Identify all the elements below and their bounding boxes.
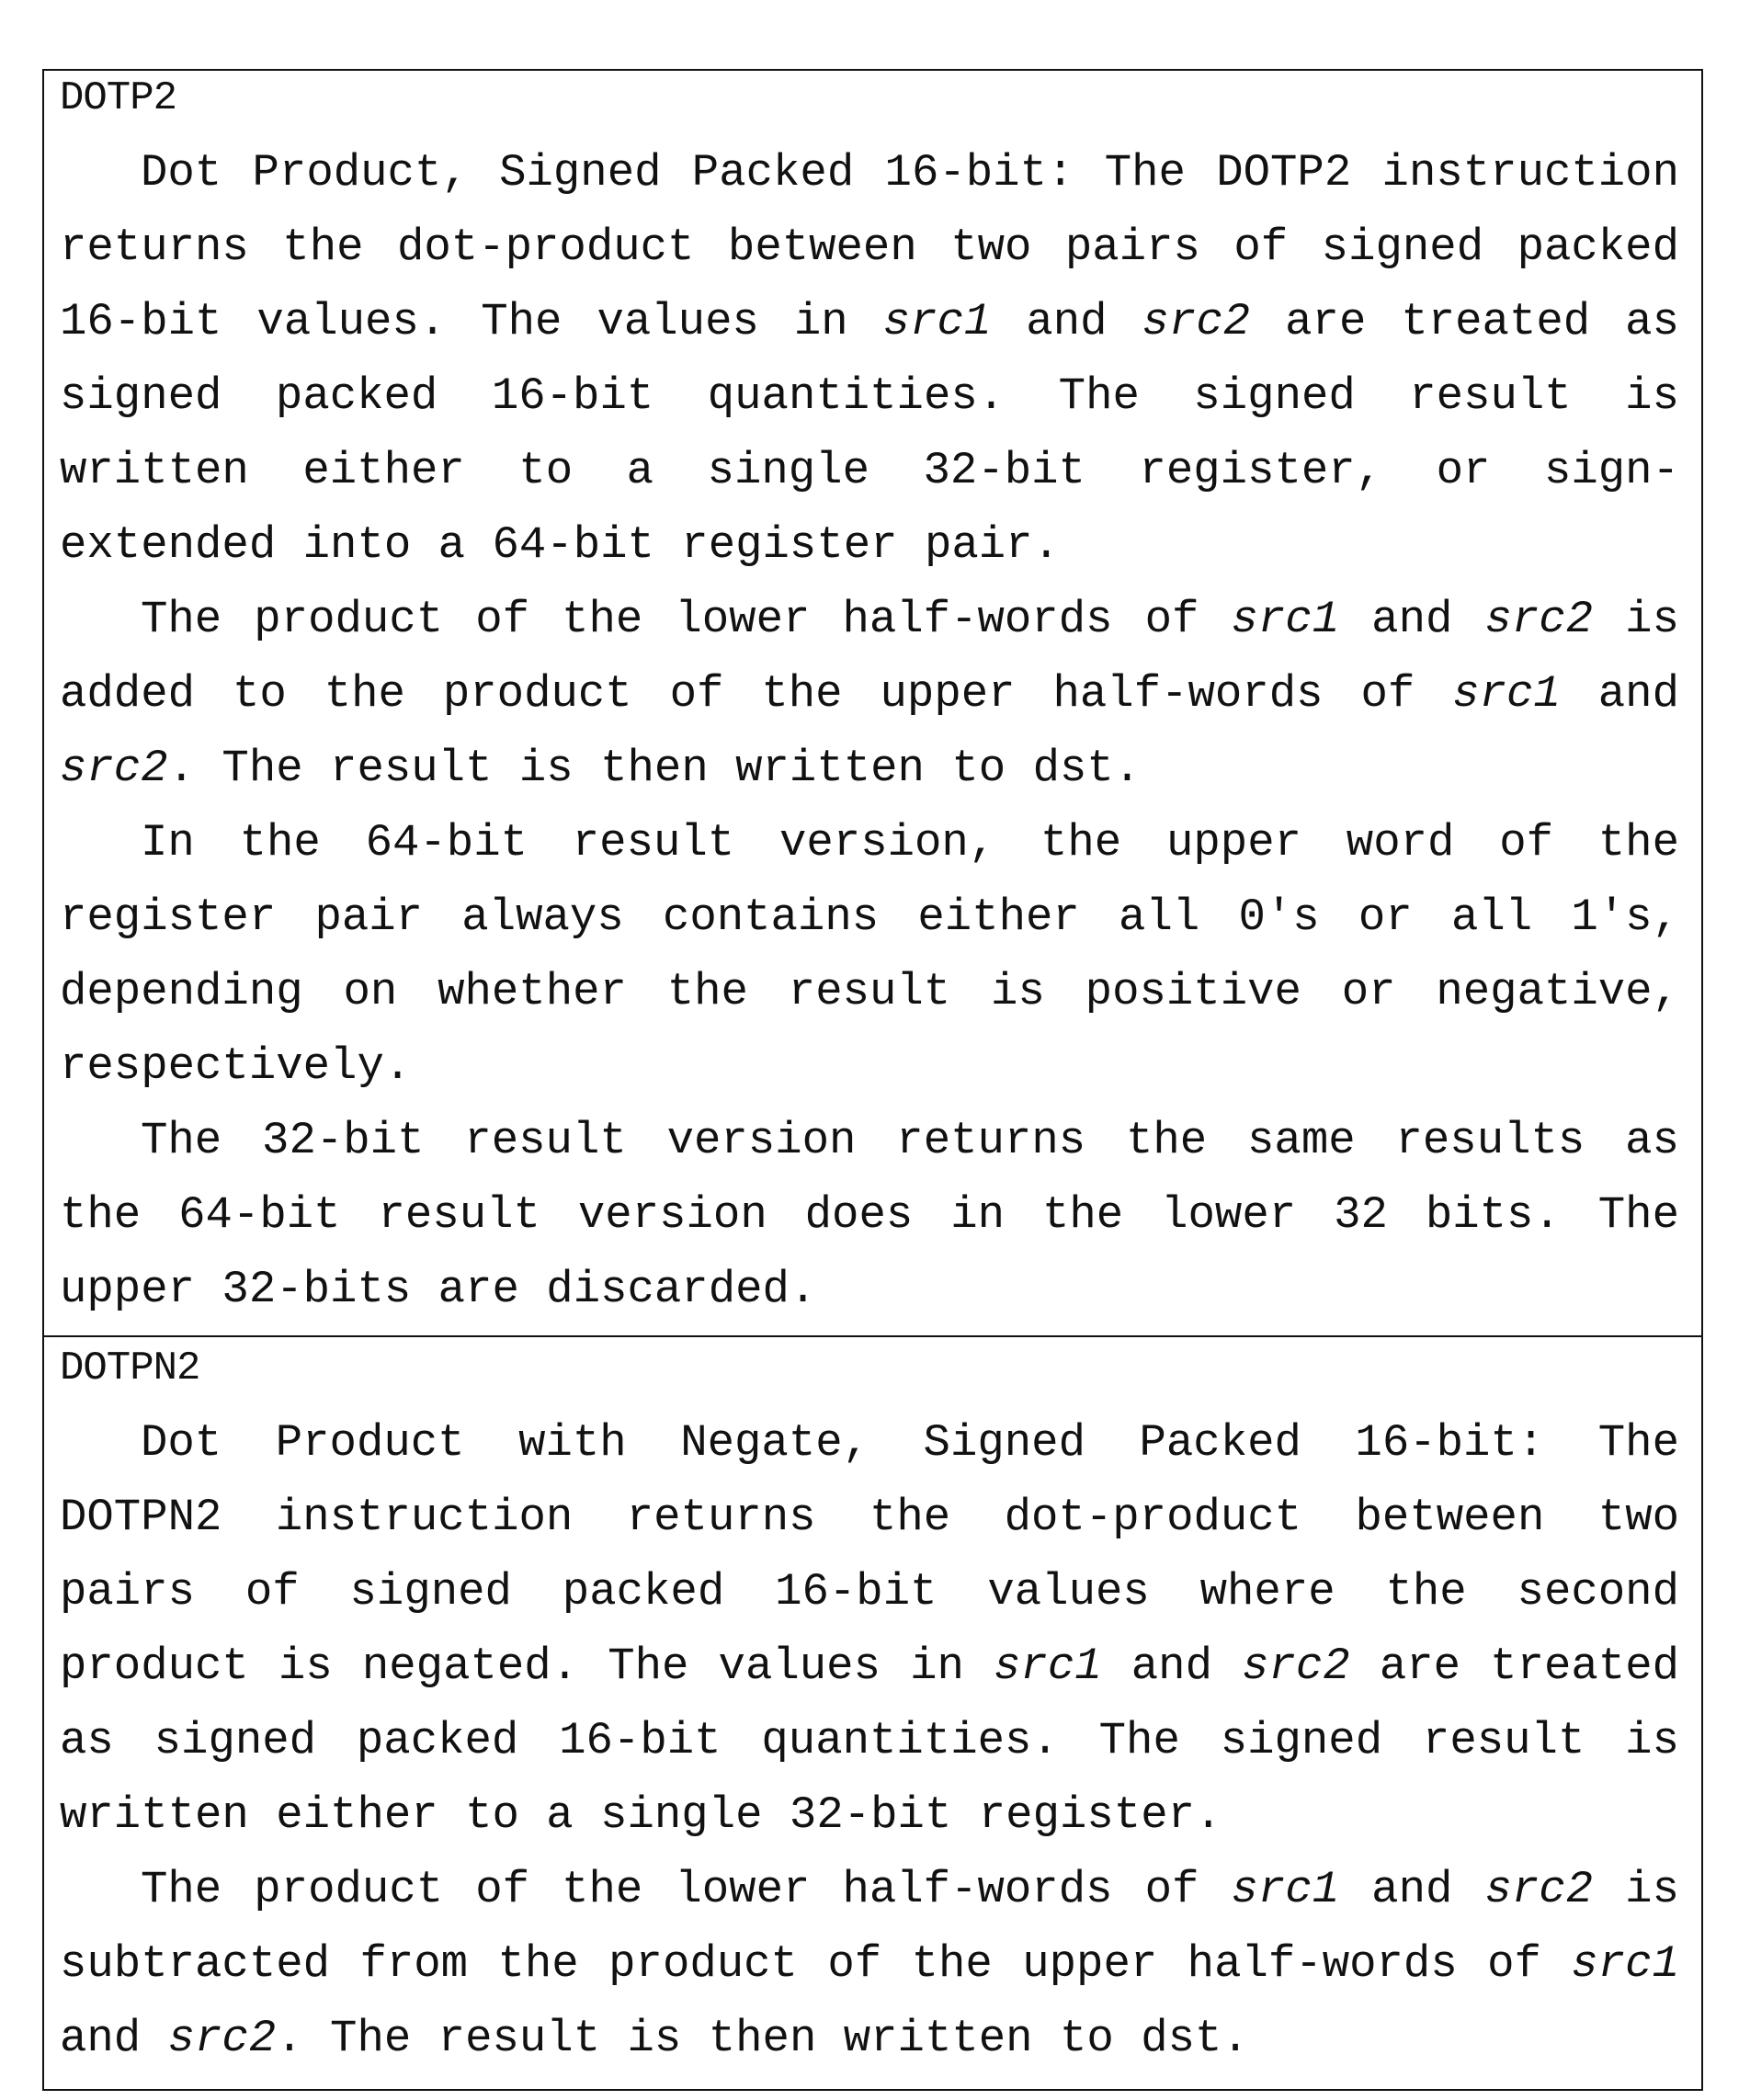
operand-term: src2	[1142, 296, 1251, 347]
description-line: Dot Product, Signed Packed 16-bit: The DOTP2 instruction	[60, 136, 1679, 210]
description-line: DOTPN2 instruction returns the dot-product between two	[60, 1481, 1679, 1555]
description-line: src2. The result is then written to dst.	[60, 732, 1679, 806]
description-line: upper 32-bits are discarded.	[60, 1253, 1679, 1327]
operand-term: src2	[60, 743, 168, 794]
instruction-table	[42, 69, 1703, 2091]
operand-term: src2	[1242, 1640, 1350, 1692]
description-line: depending on whether the result is positive or negative,	[60, 955, 1679, 1029]
description-line: respectively.	[60, 1029, 1679, 1104]
operand-term: src2	[1484, 1864, 1593, 1915]
description-line: product is negated. The values in src1 and src2 are treated	[60, 1629, 1679, 1704]
description-line: returns the dot-product between two pairs of signed packed	[60, 210, 1679, 285]
operand-term: src1	[1231, 594, 1339, 645]
description-line: and src2. The result is then written to dst.	[60, 2002, 1679, 2076]
description-line: as signed packed 16-bit quantities. The signed result is	[60, 1704, 1679, 1778]
description-line: 16-bit values. The values in src1 and src2 are treated as	[60, 285, 1679, 359]
description-line: extended into a 64-bit register pair.	[60, 508, 1679, 583]
description-line: added to the product of the upper half-words of src1 and	[60, 657, 1679, 732]
description-line: In the 64-bit result version, the upper word of the	[60, 806, 1679, 880]
instruction-cell-dotp2	[44, 62, 1701, 1335]
operand-term: src1	[883, 296, 992, 347]
operand-term: src1	[1231, 1864, 1339, 1915]
description-line: pairs of signed packed 16-bit values where the second	[60, 1555, 1679, 1629]
instruction-name: DOTP2	[60, 62, 1679, 136]
operand-term: src2	[168, 2013, 277, 2064]
operand-term: src1	[1452, 668, 1561, 720]
operand-term: src1	[1571, 1938, 1679, 1990]
description-line: written either to a single 32-bit register.	[60, 1778, 1679, 1853]
description-line: the 64-bit result version does in the lower 32 bits. The	[60, 1178, 1679, 1253]
description-line: signed packed 16-bit quantities. The signed result is	[60, 359, 1679, 434]
operand-term: src2	[1484, 594, 1593, 645]
instruction-name: DOTPN2	[60, 1332, 1679, 1406]
description-line: Dot Product with Negate, Signed Packed 16-bit: The	[60, 1406, 1679, 1481]
description-line: The product of the lower half-words of src1 and src2 is	[60, 583, 1679, 657]
description-line: written either to a single 32-bit register, or sign-	[60, 434, 1679, 508]
operand-term: src1	[994, 1640, 1102, 1692]
description-line: subtracted from the product of the upper half-words of src1	[60, 1927, 1679, 2002]
description-line: The product of the lower half-words of src1 and src2 is	[60, 1853, 1679, 1927]
instruction-cell-dotpn2	[44, 1335, 1701, 2093]
description-line: register pair always contains either all 0's or all 1's,	[60, 880, 1679, 955]
description-line: The 32-bit result version returns the same results as	[60, 1104, 1679, 1178]
